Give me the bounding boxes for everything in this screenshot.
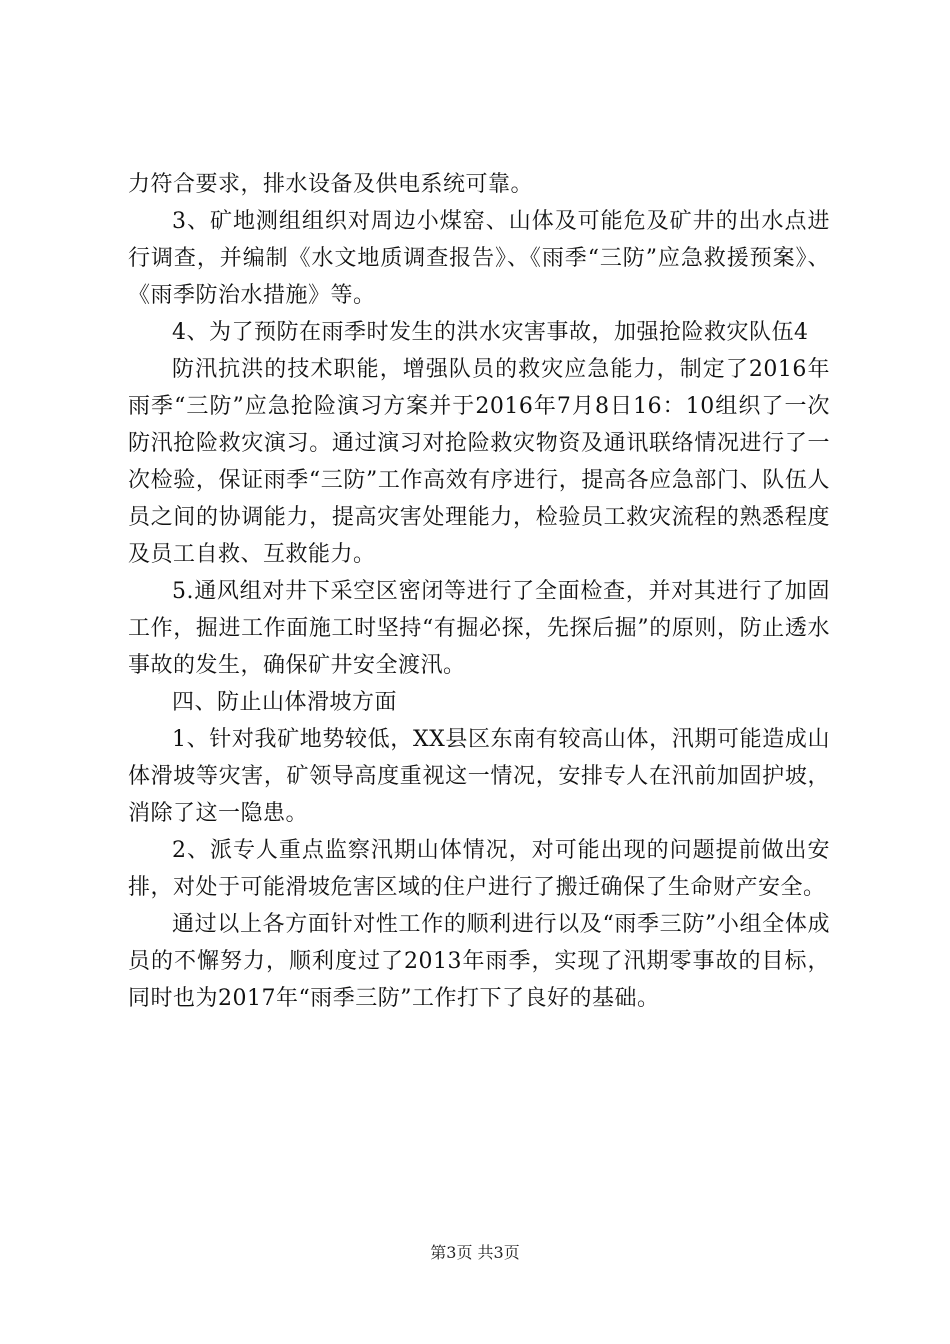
paragraph-landslide-item-1: 1、针对我矿地势较低，XX县区东南有较高山体，汛期可能造成山体滑坡等灾害，矿领导高度重视这一情况，安排专人在汛前加固护坡，消除了这一隐患。 — [128, 727, 830, 826]
paragraph-landslide-item-2: 2、派专人重点监察汛期山体情况，对可能出现的问题提前做出安排，对处于可能滑坡危害区域的住户进行了搬迁确保了生命财产安全。 — [128, 838, 830, 900]
paragraph-item-3: 3、矿地测组组织对周边小煤窑、山体及可能危及矿井的出水点进行调查，并编制《水文地质调查报告》、《雨季“三防”应急救援预案》、《雨季防治水措施》等。 — [128, 209, 830, 308]
section-heading-landslide: 四、防止山体滑坡方面 — [172, 690, 398, 715]
document-body — [128, 166, 830, 1017]
paragraph-conclusion: 通过以上各方面针对性工作的顺利进行以及“雨季三防”小组全体成员的不懈努力，顺利度过了2013年雨季，实现了汛期零事故的目标，同时也为2017年“雨季三防”工作打下了良好的基础。 — [128, 912, 830, 1011]
paragraph-drill-description: 防汛抗洪的技术职能，增强队员的救灾应急能力，制定了2016年雨季“三防”应急抢险演习方案并于2016年7月8日16：10组织了一次防汛抢险救灾演习。通过演习对抢险救灾物资及通讯联络情况进行了一次检验，保证雨季“三防”工作高效有序进行，提高各应急部门、队伍人员之间的协调能力，提高灾害处理能力，检验员工救灾流程的熟悉程度及员工自救、互救能力。 — [128, 357, 830, 567]
paragraph-continuation: 力符合要求，排水设备及供电系统可靠。 — [128, 172, 534, 197]
paragraph-item-4: 4、为了预防在雨季时发生的洪水灾害事故，加强抢险救灾队伍4 — [172, 320, 809, 345]
paragraph-item-5: 5.通风组对井下采空区密闭等进行了全面检查，并对其进行了加固工作，掘进工作面施工时坚持“有掘必探，先探后掘”的原则，防止透水事故的发生，确保矿井安全渡汛。 — [128, 579, 830, 678]
page-number-footer: 第3页 共3页 — [430, 1243, 520, 1262]
